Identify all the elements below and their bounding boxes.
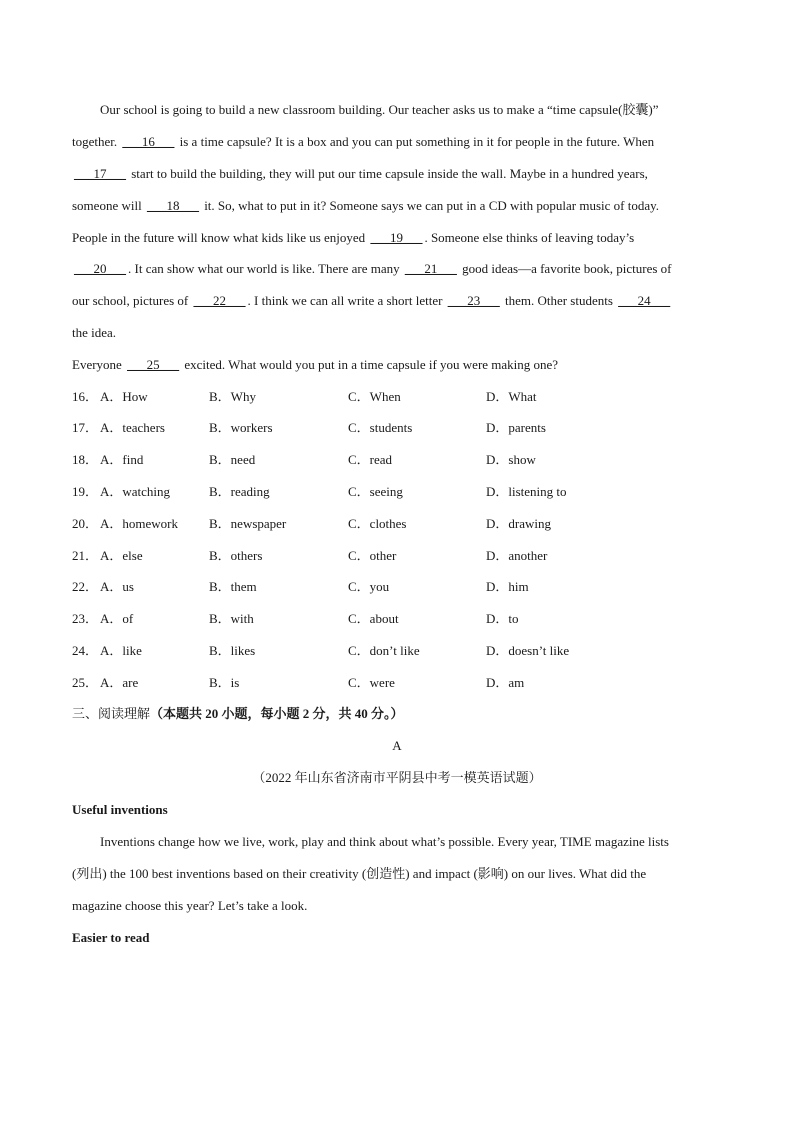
- option-a: A．us: [100, 579, 134, 594]
- article-text: (列出) the 100 best inventions based on their creativity (创造性) and impact (影响) on our lives. What did the: [72, 866, 647, 881]
- passage-text: People in the future will know what kids like us enjoyed: [72, 230, 369, 245]
- question-number: 22．: [72, 579, 99, 594]
- question-row: [72, 610, 722, 628]
- option-d: D．him: [486, 579, 529, 594]
- question-row: [72, 642, 722, 660]
- option-c: C．were: [348, 675, 395, 690]
- option-c: C．When: [348, 389, 401, 404]
- passage-text: excited. What would you put in a time capsule if you were making one?: [181, 357, 559, 372]
- source-note: （2022 年山东省济南市平阴县中考一模英语试题）: [252, 770, 542, 785]
- blank-24: ___24___: [618, 293, 671, 308]
- blank-17: ___17___: [74, 166, 126, 181]
- option-b: B．likes: [209, 643, 256, 658]
- option-d: D．listening to: [486, 484, 567, 499]
- option-a: A．How: [100, 389, 148, 404]
- question-number: 18．: [72, 452, 99, 467]
- option-b: B．them: [209, 579, 257, 594]
- passage-text: good ideas—a favorite book, pictures of: [458, 261, 672, 276]
- article-line-1: [100, 833, 750, 851]
- question-number: 19．: [72, 484, 99, 499]
- option-d: D．show: [486, 452, 536, 467]
- blank-16: ___16___: [122, 134, 175, 149]
- article-text: magazine choose this year? Let’s take a look.: [72, 898, 308, 913]
- option-c: C．students: [348, 420, 413, 435]
- passage-text: someone will: [72, 198, 145, 213]
- option-b: B．is: [209, 675, 240, 690]
- option-d: D．parents: [486, 420, 546, 435]
- article-line-3: [72, 897, 722, 915]
- passage-line-9: [72, 356, 722, 374]
- option-b: B．Why: [209, 389, 256, 404]
- section-prefix: 三、阅读理解: [72, 706, 151, 721]
- passage-text: . I think we can all write a short letter: [247, 293, 446, 308]
- question-row: [72, 674, 722, 692]
- passage-line-1: [100, 101, 750, 119]
- option-d: D．am: [486, 675, 525, 690]
- question-row: [72, 451, 722, 469]
- question-row: [72, 419, 722, 437]
- blank-18: ___18___: [146, 198, 199, 213]
- option-d: D．to: [486, 611, 519, 626]
- option-b: B．reading: [209, 484, 270, 499]
- option-a: A．find: [100, 452, 144, 467]
- question-row: [72, 578, 722, 596]
- passage-line-8: [72, 324, 722, 342]
- option-b: B．need: [209, 452, 256, 467]
- question-number: 23．: [72, 611, 99, 626]
- article-text: Inventions change how we live, work, play and think about what’s possible. Every year, TIME magazine lists: [100, 834, 669, 849]
- question-number: 24．: [72, 643, 99, 658]
- passage-text: it. So, what to put in it? Someone says we can put in a CD with popular music of today.: [200, 198, 660, 213]
- option-b: B．others: [209, 548, 263, 563]
- blank-22: ___22___: [193, 293, 246, 308]
- article-line-2: [72, 865, 722, 883]
- question-number: 25．: [72, 675, 99, 690]
- passage-text: is a time capsule? It is a box and you can put something in it for people in the future. When: [176, 134, 655, 149]
- option-d: D．doesn’t like: [486, 643, 570, 658]
- option-d: D．another: [486, 548, 548, 563]
- passage-line-5: [72, 229, 722, 247]
- blank-20: ___20___: [74, 261, 126, 276]
- option-c: C．seeing: [348, 484, 403, 499]
- option-a: A．teachers: [100, 420, 165, 435]
- passage-line-2: [72, 133, 722, 151]
- blank-23: ___23___: [447, 293, 500, 308]
- passage-text: . It can show what our world is like. There are many: [128, 261, 403, 276]
- passage-text: start to build the building, they will put our time capsule inside the wall. Maybe in a hundred years,: [128, 166, 648, 181]
- question-row: [72, 547, 722, 565]
- option-a: A．like: [100, 643, 142, 658]
- option-b: B．workers: [209, 420, 273, 435]
- question-number: 20．: [72, 516, 99, 531]
- article-heading: Useful inventions: [72, 802, 168, 817]
- section-heading: [72, 705, 404, 723]
- passage-text: the idea.: [72, 325, 117, 340]
- option-c: C．about: [348, 611, 399, 626]
- question-number: 21．: [72, 548, 99, 563]
- option-a: A．homework: [100, 516, 178, 531]
- article-subheading: Easier to read: [72, 930, 150, 945]
- option-b: B．with: [209, 611, 254, 626]
- question-number: 16．: [72, 389, 99, 404]
- option-a: A．else: [100, 548, 143, 563]
- option-a: A．watching: [100, 484, 171, 499]
- option-d: D．What: [486, 389, 537, 404]
- question-row: [72, 515, 722, 533]
- passage-line-4: [72, 197, 722, 215]
- passage-text: them. Other students: [501, 293, 617, 308]
- option-c: C．read: [348, 452, 393, 467]
- option-c: C．other: [348, 548, 397, 563]
- passage-text: our school, pictures of: [72, 293, 192, 308]
- section-title: （本题共 20 小题，每小题 2 分，共 40 分。）: [150, 706, 404, 721]
- option-c: C．clothes: [348, 516, 407, 531]
- option-b: B．newspaper: [209, 516, 287, 531]
- part-label: A: [392, 738, 402, 753]
- passage-text: together.: [72, 134, 121, 149]
- passage-line-6: [72, 260, 722, 278]
- blank-19: ___19___: [370, 230, 423, 245]
- question-row: [72, 388, 722, 406]
- option-c: C．don’t like: [348, 643, 420, 658]
- blank-21: ___21___: [404, 261, 457, 276]
- passage-text: Our school is going to build a new classroom building. Our teacher asks us to make a “time capsule(胶囊)”: [100, 102, 659, 117]
- passage-text: . Someone else thinks of leaving today’s: [424, 230, 635, 245]
- passage-line-7: [72, 292, 722, 310]
- option-a: A．of: [100, 611, 134, 626]
- option-c: C．you: [348, 579, 390, 594]
- blank-25: ___25___: [127, 357, 180, 372]
- option-d: D．drawing: [486, 516, 551, 531]
- passage-text: Everyone: [72, 357, 126, 372]
- option-a: A．are: [100, 675, 139, 690]
- question-number: 17．: [72, 420, 99, 435]
- passage-line-3: [72, 165, 722, 183]
- question-row: [72, 483, 722, 501]
